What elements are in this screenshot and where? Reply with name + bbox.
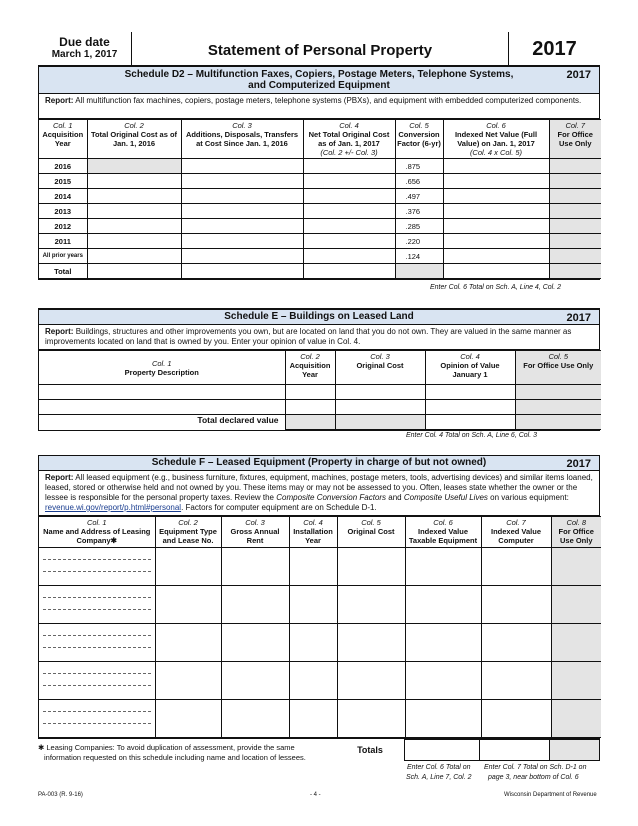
d2-total-col6[interactable] <box>443 264 549 279</box>
f-computer-input[interactable] <box>481 548 551 586</box>
e-col1-header: Col. 1 Property Description <box>39 351 285 385</box>
schedule-e-title-bar <box>39 310 599 325</box>
e-cost-input[interactable] <box>335 385 425 400</box>
f-company-input[interactable] <box>39 548 155 586</box>
f-taxable-input[interactable] <box>405 548 481 586</box>
schedule-d2-report-label: Report: <box>45 96 74 105</box>
f-type-input[interactable] <box>155 548 221 586</box>
d2-col6-input[interactable] <box>443 234 549 249</box>
e-col5-header: Col. 5 For Office Use Only <box>515 351 601 385</box>
d2-total-office <box>549 264 601 279</box>
f-office-cell <box>551 586 601 624</box>
f-note-col7 <box>484 763 586 783</box>
e-total-office <box>515 415 601 430</box>
d2-col2-input[interactable] <box>87 189 181 204</box>
f-note-col6-line2: Sch. A, Line 7, Col. 2 <box>406 774 472 781</box>
f-col3-header: Col. 3 Gross Annual Rent <box>221 517 289 548</box>
d2-year-cell: 2011 <box>39 234 87 249</box>
e-office-cell <box>515 385 601 400</box>
schedule-d2-title-bar <box>39 67 599 94</box>
schedule-e-title: Schedule E – Buildings on Leased Land <box>224 311 414 322</box>
f-type-input[interactable] <box>155 624 221 662</box>
d2-office-cell <box>549 219 601 234</box>
f-cost-input[interactable] <box>337 662 405 700</box>
f-row <box>39 624 601 662</box>
d2-year-cell: All prior years <box>39 249 87 264</box>
f-totals-row <box>336 739 600 761</box>
d2-total-col4[interactable] <box>303 264 395 279</box>
d2-col3-header: Col. 3 Additions, Disposals, Transfers at Cost Since Jan. 1, 2016 <box>181 120 303 159</box>
f-year-input[interactable] <box>289 662 337 700</box>
d2-col3-input[interactable] <box>181 204 303 219</box>
schedule-d2-report <box>39 94 599 119</box>
f-col2-header: Col. 2 Equipment Type and Lease No. <box>155 517 221 548</box>
f-col5-header: Col. 5 Original Cost <box>337 517 405 548</box>
f-taxable-input[interactable] <box>405 586 481 624</box>
d2-col4-input[interactable] <box>303 204 395 219</box>
f-cost-input[interactable] <box>337 624 405 662</box>
e-total-value-input[interactable] <box>425 415 515 430</box>
d2-col1-header: Col. 1 Acquisition Year <box>39 120 87 159</box>
d2-col5-header: Col. 5 Conversion Factor (6-yr) <box>395 120 443 159</box>
agency-name: Wisconsin Department of Revenue <box>504 792 597 798</box>
f-cost-input[interactable] <box>337 548 405 586</box>
schedule-e-year: 2017 <box>566 312 591 324</box>
d2-col2-input[interactable] <box>87 204 181 219</box>
schedule-f <box>38 455 600 739</box>
d2-col3-input[interactable] <box>181 234 303 249</box>
d2-total-label: Total <box>39 264 87 279</box>
d2-col2-header: Col. 2 Total Original Cost as of Jan. 1, 2016 <box>87 120 181 159</box>
d2-col2-input[interactable] <box>87 174 181 189</box>
e-year-input[interactable] <box>285 400 335 415</box>
f-company-input[interactable] <box>39 624 155 662</box>
d2-col6-input[interactable] <box>443 159 549 174</box>
f-col8-header: Col. 8 For Office Use Only <box>551 517 601 548</box>
f-row <box>39 586 601 624</box>
d2-office-cell <box>549 174 601 189</box>
f-cost-input[interactable] <box>337 700 405 738</box>
f-office-cell <box>551 624 601 662</box>
f-year-input[interactable] <box>289 548 337 586</box>
f-rent-input[interactable] <box>221 624 289 662</box>
f-type-input[interactable] <box>155 700 221 738</box>
d2-col4-input[interactable] <box>303 234 395 249</box>
f-note-col7-line1: Enter Col. 7 Total on Sch. D-1 on <box>484 764 587 771</box>
d2-year-cell: 2014 <box>39 189 87 204</box>
e-row <box>39 400 601 415</box>
f-note-col7-line2: page 3, near bottom of Col. 6 <box>488 774 579 781</box>
d2-col6-input[interactable] <box>443 174 549 189</box>
d2-row-prior <box>39 249 601 264</box>
d2-row-2014 <box>39 189 601 204</box>
form-year: 2017 <box>508 32 600 65</box>
d2-col4-input[interactable] <box>303 189 395 204</box>
f-rent-input[interactable] <box>221 700 289 738</box>
d2-col4-input[interactable] <box>303 159 395 174</box>
d2-factor-cell: .376 <box>395 204 443 219</box>
schedule-f-report-text: on various equipment: <box>487 493 569 502</box>
composite-useful-lives-text: Composite Useful Lives <box>403 493 488 502</box>
f-computer-input[interactable] <box>481 586 551 624</box>
f-company-input[interactable] <box>39 700 155 738</box>
schedule-d2-header-row <box>39 120 601 159</box>
schedule-d2 <box>38 66 600 280</box>
e-office-cell <box>515 400 601 415</box>
d2-col2-input[interactable] <box>87 234 181 249</box>
d2-col4-input[interactable] <box>303 249 395 264</box>
revenue-link[interactable]: revenue.wi.gov/report/p.html#personal <box>45 503 182 512</box>
f-footnote-line1: ✱ Leasing Companies: To avoid duplication of assessment, provide the same <box>38 743 295 752</box>
e-total-label: Total declared value <box>39 415 285 430</box>
due-date-value: March 1, 2017 <box>51 49 118 60</box>
f-computer-input[interactable] <box>481 700 551 738</box>
f-footnote <box>38 743 306 763</box>
schedule-e-report <box>39 325 599 350</box>
f-type-input[interactable] <box>155 662 221 700</box>
f-year-input[interactable] <box>289 700 337 738</box>
d2-total-col5 <box>395 264 443 279</box>
e-total-row <box>39 415 601 430</box>
d2-office-cell <box>549 249 601 264</box>
schedule-d2-table <box>39 119 601 279</box>
d2-factor-cell: .124 <box>395 249 443 264</box>
d2-factor-cell: .220 <box>395 234 443 249</box>
e-col4-header: Col. 4 Opinion of Value January 1 <box>425 351 515 385</box>
e-total-col3 <box>335 415 425 430</box>
d2-row-2012 <box>39 219 601 234</box>
d2-total-col2[interactable] <box>87 264 181 279</box>
d2-factor-cell: .497 <box>395 189 443 204</box>
d2-col3-input[interactable] <box>181 159 303 174</box>
f-col4-header: Col. 4 Installation Year <box>289 517 337 548</box>
d2-year-cell: 2012 <box>39 219 87 234</box>
d2-year-cell: 2013 <box>39 204 87 219</box>
d2-col2-input[interactable] <box>87 249 181 264</box>
schedule-f-table <box>39 516 601 738</box>
form-id: PA-003 (R. 9-16) <box>38 792 83 798</box>
schedule-e-report-text: Buildings, structures and other improvements you own, but are located on land that you do not own. They are valued in the same manner as improvements located on land that is owned by you. Enter your opinion of value in Col. 4. <box>45 327 572 346</box>
d2-col6-input[interactable] <box>443 189 549 204</box>
f-office-cell <box>551 662 601 700</box>
f-row <box>39 662 601 700</box>
f-footnote-line2: information requested on this schedule including name and location of lessees. <box>44 753 306 762</box>
f-company-input[interactable] <box>39 586 155 624</box>
d2-col3-input[interactable] <box>181 249 303 264</box>
e-note: Enter Col. 4 Total on Sch. A, Line 6, Col. 3 <box>406 432 538 439</box>
schedule-d2-year: 2017 <box>566 69 591 81</box>
d2-col2-input[interactable] <box>87 219 181 234</box>
e-row <box>39 385 601 400</box>
d2-note: Enter Col. 6 Total on Sch. A, Line 4, Col. 2 <box>430 284 562 291</box>
schedule-d2-title-line1: Schedule D2 – Multifunction Faxes, Copiers, Postage Meters, Telephone Systems, <box>124 69 514 80</box>
d2-year-cell: 2016 <box>39 159 87 174</box>
f-total-office-cell <box>550 739 600 761</box>
schedule-f-title: Schedule F – Leased Equipment (Property in charge of but not owned) <box>151 457 487 468</box>
d2-factor-cell: .285 <box>395 219 443 234</box>
schedule-f-report-label: Report: <box>45 473 74 482</box>
schedule-e-table <box>39 350 601 430</box>
schedule-f-report-text: . Factors for computer equipment are on Schedule D-1. <box>181 503 377 512</box>
d2-total-col3[interactable] <box>181 264 303 279</box>
f-taxable-input[interactable] <box>405 662 481 700</box>
e-description-input[interactable] <box>39 400 285 415</box>
f-note-col6 <box>406 763 472 783</box>
schedule-e-header-row <box>39 351 601 385</box>
d2-total-row <box>39 264 601 279</box>
schedule-f-title-bar <box>39 456 599 471</box>
schedule-d2-title-line2: and Computerized Equipment <box>248 80 390 91</box>
f-row <box>39 700 601 738</box>
d2-row-2015 <box>39 174 601 189</box>
due-date-label: Due date <box>59 35 110 49</box>
e-cost-input[interactable] <box>335 400 425 415</box>
e-value-input[interactable] <box>425 400 515 415</box>
d2-col3-input[interactable] <box>181 219 303 234</box>
d2-col2-cell <box>87 159 181 174</box>
d2-office-cell <box>549 159 601 174</box>
schedule-d2-report-text: All multifunction fax machines, copiers, postage meters, telephone systems (PBXs), and equipment with embedded computerized components. <box>75 96 582 105</box>
d2-office-cell <box>549 234 601 249</box>
d2-col4-header: Col. 4 Net Total Original Cost as of Jan. 1, 2017 (Col. 2 +/- Col. 3) <box>303 120 395 159</box>
e-value-input[interactable] <box>425 385 515 400</box>
f-rent-input[interactable] <box>221 586 289 624</box>
form-header <box>38 32 600 66</box>
d2-col6-input[interactable] <box>443 249 549 264</box>
f-col1-header: Col. 1 Name and Address of Leasing Company✱ <box>39 517 155 548</box>
d2-col6-header: Col. 6 Indexed Net Value (Full Value) on Jan. 1, 2017 (Col. 4 x Col. 5) <box>443 120 549 159</box>
schedule-f-report <box>39 471 599 516</box>
d2-row-2016 <box>39 159 601 174</box>
f-cost-input[interactable] <box>337 586 405 624</box>
f-computer-input[interactable] <box>481 624 551 662</box>
d2-row-2011 <box>39 234 601 249</box>
d2-col3-input[interactable] <box>181 174 303 189</box>
d2-year-cell: 2015 <box>39 174 87 189</box>
f-rent-input[interactable] <box>221 662 289 700</box>
schedule-e-report-label: Report: <box>45 327 74 336</box>
d2-col3-input[interactable] <box>181 189 303 204</box>
f-rent-input[interactable] <box>221 548 289 586</box>
f-total-computer-input[interactable] <box>480 739 550 761</box>
d2-col4-input[interactable] <box>303 219 395 234</box>
f-computer-input[interactable] <box>481 662 551 700</box>
f-col7-header: Col. 7 Indexed Value Computer <box>481 517 551 548</box>
d2-col6-input[interactable] <box>443 219 549 234</box>
f-row <box>39 548 601 586</box>
f-totals-label: Totals <box>357 745 383 755</box>
f-company-input[interactable] <box>39 662 155 700</box>
schedule-e <box>38 309 600 431</box>
composite-conversion-factors-text: Composite Conversion Factors <box>276 493 387 502</box>
schedule-f-report-text: All leased equipment (e.g., business furniture, fixtures, equipment, machines, postage meters, tools, advertising devices) and similar items loaned, leased, stored or otherwise held and not owned by you. These items may or may not be assessed to you. Often, leases state whether the owner or the lessee is responsible for the personal property taxes. Review the <box>45 473 593 502</box>
f-note-col6-line1: Enter Col. 6 Total on <box>406 764 471 771</box>
schedule-f-report-and: and <box>386 493 404 502</box>
f-type-input[interactable] <box>155 586 221 624</box>
d2-factor-cell: .656 <box>395 174 443 189</box>
e-description-input[interactable] <box>39 385 285 400</box>
schedule-f-year: 2017 <box>566 458 591 470</box>
e-col2-header: Col. 2 Acquisition Year <box>285 351 335 385</box>
d2-col7-header: Col. 7 For Office Use Only <box>549 120 601 159</box>
d2-office-cell <box>549 204 601 219</box>
f-taxable-input[interactable] <box>405 624 481 662</box>
due-date-box <box>38 32 132 65</box>
f-taxable-input[interactable] <box>405 700 481 738</box>
schedule-f-header-row <box>39 517 601 548</box>
d2-row-2013 <box>39 204 601 219</box>
d2-office-cell <box>549 189 601 204</box>
form-title: Statement of Personal Property <box>207 42 433 59</box>
e-col3-header: Col. 3 Original Cost <box>335 351 425 385</box>
d2-factor-cell: .875 <box>395 159 443 174</box>
f-year-input[interactable] <box>289 586 337 624</box>
d2-col6-input[interactable] <box>443 204 549 219</box>
e-year-input[interactable] <box>285 385 335 400</box>
f-office-cell <box>551 700 601 738</box>
d2-col4-input[interactable] <box>303 174 395 189</box>
f-year-input[interactable] <box>289 624 337 662</box>
e-total-col2 <box>285 415 335 430</box>
page-number: - 4 - <box>310 792 321 798</box>
f-total-taxable-input[interactable] <box>404 739 480 761</box>
f-col6-header: Col. 6 Indexed Value Taxable Equipment <box>405 517 481 548</box>
f-office-cell <box>551 548 601 586</box>
